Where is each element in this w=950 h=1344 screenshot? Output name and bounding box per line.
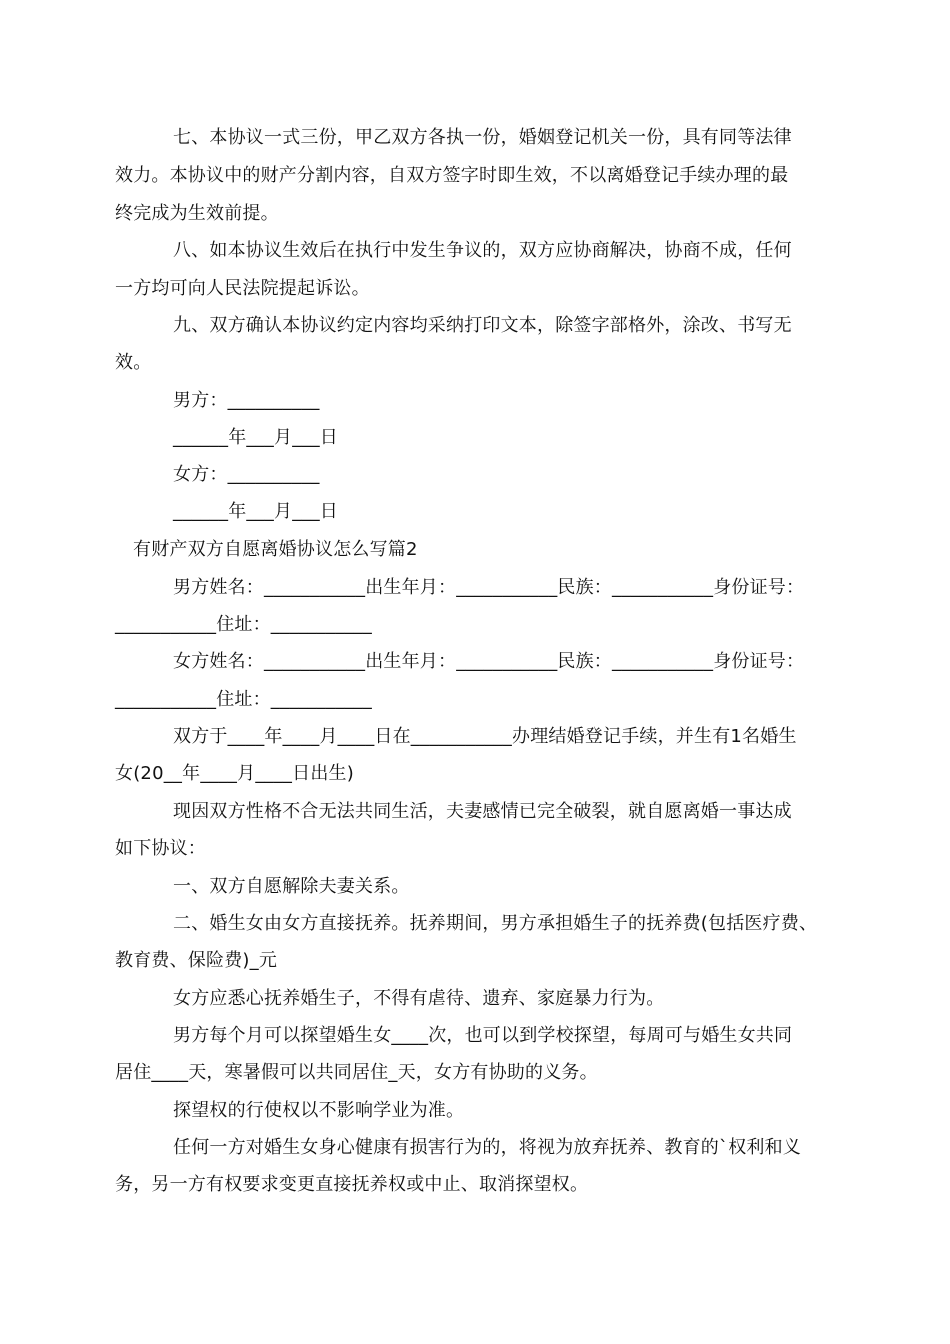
agreement-item-1: 一、双方自愿解除夫妻关系。	[173, 876, 410, 897]
clause-9-line-2: 效。	[115, 352, 152, 373]
agreement-item-2-line-1: 二、婚生女由女方直接抚养。抚养期间，男方承担婚生子的抚养费(包括医疗费、	[173, 913, 818, 934]
marriage-line-1: 双方于____年____月____日在___________办理结婚登记手续，并生有1名婚生	[173, 726, 797, 747]
clause-7-line-1: 七、本协议一式三份，甲乙双方各执一份，婚姻登记机关一份，具有同等法律	[173, 127, 792, 148]
male-date-line: ______年___月___日	[173, 427, 338, 448]
clause-7-line-2: 效力。本协议中的财产分割内容，自双方签字时即生效，不以离婚登记手续办理的最	[115, 165, 789, 186]
visitation-rule-line: 探望权的行使权以不影响学业为准。	[173, 1100, 465, 1121]
clause-8-line-1: 八、如本协议生效后在执行中发生争议的，双方应协商解决，协商不成，任何	[173, 240, 792, 261]
male-info-line-1: 男方姓名：___________出生年月：___________民族：___________身份证号：	[173, 577, 805, 598]
male-info-line-2: ___________住址：___________	[115, 614, 372, 635]
male-signature-line: 男方：__________	[173, 390, 320, 411]
harm-clause-line-2: 务，另一方有权要求变更直接抚养权或中止、取消探望权。	[115, 1174, 589, 1195]
visitation-line-1: 男方每个月可以探望婚生女____次，也可以到学校探望，每周可与婚生女共同	[173, 1025, 793, 1046]
visitation-line-2: 居住____天，寒暑假可以共同居住_天，女方有协助的义务。	[115, 1062, 598, 1083]
reason-line-2: 如下协议：	[115, 838, 206, 859]
care-line: 女方应悉心抚养婚生子，不得有虐待、遗弃、家庭暴力行为。	[173, 988, 665, 1009]
harm-clause-line-1: 任何一方对婚生女身心健康有损害行为的，将视为放弃抚养、教育的`权利和义	[173, 1137, 801, 1158]
reason-line-1: 现因双方性格不合无法共同生活，夫妻感情已完全破裂，就自愿离婚一事达成	[173, 801, 792, 822]
female-signature-line: 女方：__________	[173, 464, 320, 485]
marriage-line-2: 女(20__年____月____日出生)	[115, 763, 354, 784]
clause-9-line-1: 九、双方确认本协议约定内容均采纳打印文本，除签字部格外，涂改、书写无	[173, 315, 792, 336]
section-heading: 有财产双方自愿离婚协议怎么写篇2	[133, 539, 418, 560]
female-info-line-2: ___________住址：___________	[115, 689, 372, 710]
clause-8-line-2: 一方均可向人民法院提起诉讼。	[115, 278, 370, 299]
clause-7-line-3: 终完成为生效前提。	[115, 203, 279, 224]
female-date-line: ______年___月___日	[173, 501, 338, 522]
female-info-line-1: 女方姓名：___________出生年月：___________民族：___________身份证号：	[173, 651, 805, 672]
agreement-item-2-line-2: 教育费、保险费)_元	[115, 950, 278, 971]
